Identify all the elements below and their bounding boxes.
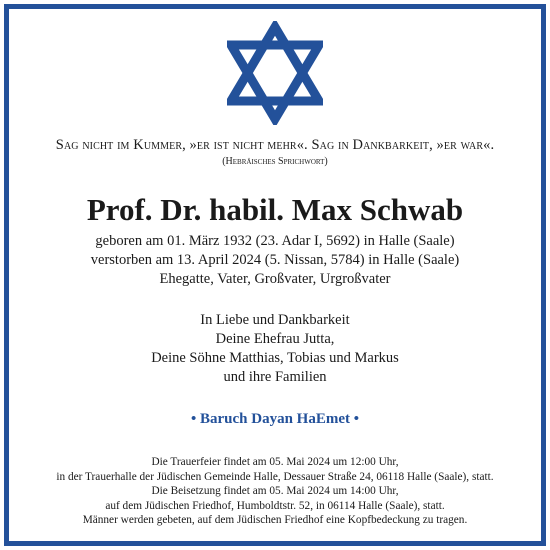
birth-line: geboren am 01. März 1932 (23. Adar I, 5692) in Halle (Saale) <box>95 233 455 249</box>
deceased-name: Prof. Dr. habil. Max Schwab <box>86 192 464 227</box>
star-of-david-icon <box>227 21 323 125</box>
ceremony-line: Die Trauerfeier findet am 05. Mai 2024 um 12:00 Uhr, <box>151 456 399 468</box>
ceremony-line: Männer werden gebeten, auf dem Jüdischen Friedhof eine Kopfbedeckung zu tragen. <box>82 514 468 527</box>
death-line: verstorben am 13. April 2024 (5. Nissan, 5784) in Halle (Saale) <box>90 252 460 268</box>
blessing-text: • Baruch Dayan HaEmet • <box>190 411 359 427</box>
mourners-line: In Liebe und Dankbarkeit <box>200 312 350 328</box>
proverb-source: (Hebräisches Sprichwort) <box>222 156 328 167</box>
proverb-text: Sag nicht im Kummer, »er ist nicht mehr«. Sag in Dankbarkeit, »er war«. <box>55 137 495 153</box>
ceremony-line: in der Trauerhalle der Jüdischen Gemeinde Halle, Dessauer Straße 24, 06118 Halle (Saale), statt. <box>56 470 494 483</box>
mourners-block <box>10 311 540 387</box>
mourners-line: Deine Söhne Matthias, Tobias und Markus <box>151 350 399 366</box>
ceremony-line: auf dem Jüdischen Friedhof, Humboldtstr. 52, in 06114 Halle (Saale), statt. <box>105 499 445 512</box>
ceremony-line: Die Beisetzung findet am 05. Mai 2024 um 14:00 Uhr, <box>151 485 399 498</box>
mourners-line: Deine Ehefrau Jutta, <box>215 331 335 347</box>
roles-line: Ehegatte, Vater, Großvater, Urgroßvater <box>159 271 391 287</box>
ceremony-info <box>10 455 540 528</box>
mourners-line: und ihre Familien <box>223 369 327 385</box>
life-details <box>10 232 540 289</box>
